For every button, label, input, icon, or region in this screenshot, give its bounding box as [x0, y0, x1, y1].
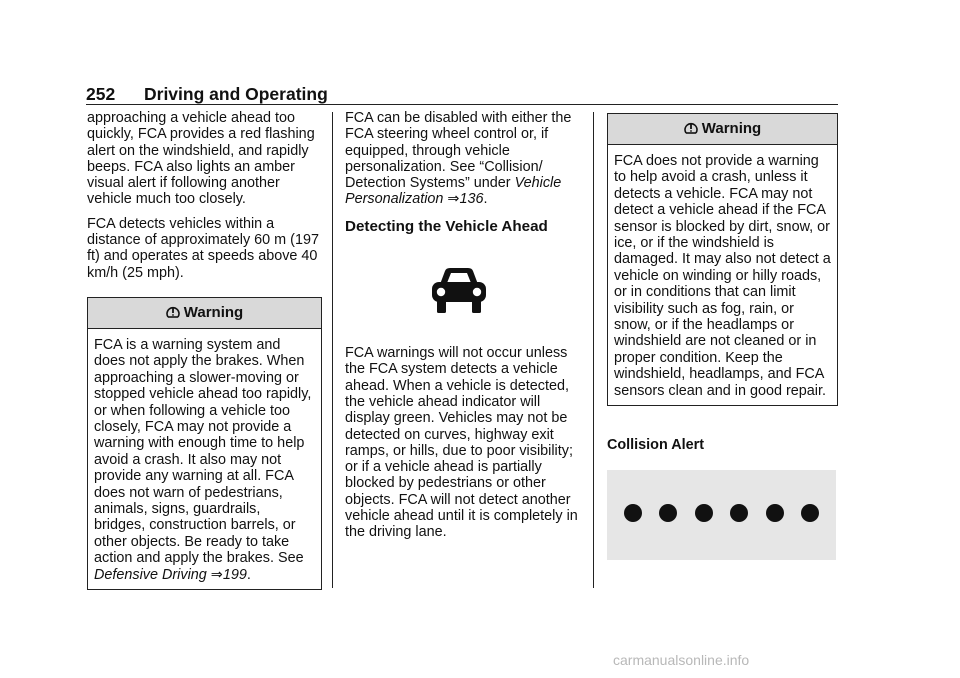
warning-body: [88, 329, 321, 589]
section-title: Driving and Operating: [144, 84, 328, 104]
paragraph: [345, 110, 585, 208]
alert-light-dot: [659, 504, 677, 522]
alert-light-dot: [695, 504, 713, 522]
vehicle-ahead-figure: [345, 235, 585, 345]
alert-light-dot: [624, 504, 642, 522]
warning-header: [608, 114, 837, 145]
warning-box: [87, 297, 322, 590]
paragraph-text: FCA can be disabled with either the FCA steering wheel control or, if equipped, through vehicle personalization. See “Collision/ Detection Systems” under: [345, 110, 572, 192]
paragraph: approaching a vehicle ahead too quickly, FCA provides a red flashing alert on the windshield, and rapidly beeps. FCA also lights an amber visual alert if following another vehicle much too closely.: [87, 110, 315, 208]
column-1: [87, 110, 322, 590]
warning-icon: [684, 116, 698, 146]
warning-body: FCA does not provide a warning to help avoid a crash, unless it detects a vehicle. FCA may not detect a vehicle ahead if the FCA sensor is blocked by dirt, snow, or ice, or if the windshield is damaged. It may also not detect a vehicle on winding or hilly roads, or in conditions that can limit visibility such as fog, rain, or snow, or if the headlamps or windshield are not cleaned or in proper condition. Keep the windshield, headlamps, and FCA sensors clean and in good repair.: [614, 153, 831, 399]
period: .: [246, 566, 251, 583]
cross-reference-link[interactable]: Vehicle Personalization: [345, 175, 562, 208]
column-divider: [332, 112, 333, 588]
page-header: [86, 84, 328, 105]
watermark: carmanualsonline.info: [613, 652, 750, 668]
alert-light-row: [607, 504, 836, 522]
warning-header: [88, 298, 321, 329]
section-heading: Collision Alert: [607, 437, 705, 454]
column-3: [607, 113, 838, 560]
page-reference[interactable]: 199: [222, 566, 247, 583]
ref-arrow: ⇒: [447, 191, 460, 208]
alert-light-dot: [766, 504, 784, 522]
paragraph: FCA detects vehicles within a distance of approximately 60 m (197 ft) and operates at speeds above 40 km/h (25 mph).: [87, 215, 319, 281]
page-reference[interactable]: 136: [459, 191, 484, 208]
warning-title: Warning: [701, 120, 762, 137]
period: .: [483, 191, 488, 208]
warning-icon: [166, 300, 180, 330]
vehicle-ahead-icon: [429, 265, 489, 315]
page-number: 252: [86, 84, 116, 104]
alert-light-dot: [801, 504, 819, 522]
warning-box: [607, 113, 838, 406]
header-rule: [86, 104, 838, 105]
paragraph: FCA warnings will not occur unless the FCA system detects a vehicle ahead. When a vehicle is detected, the vehicle ahead indicator will display green. Vehicles may not be detected on curves, highway exit ramps, or hills, due to poor visibility; or if a vehicle ahead is partially blocked by pedestrians or other objects. FCA will not detect another vehicle ahead until it is completely in the driving lane.: [345, 345, 578, 541]
column-divider: [593, 112, 594, 588]
warning-title: Warning: [183, 303, 244, 321]
cross-reference-link[interactable]: Defensive Driving: [94, 566, 207, 583]
section-heading: Detecting the Vehicle Ahead: [345, 217, 548, 235]
collision-alert-lights: [607, 470, 836, 560]
warning-text: FCA is a warning system and does not apply the brakes. When approaching a slower-moving or stopped vehicle ahead too rapidly, or when following a vehicle too closely, FCA may not provide a warning with enough time to help avoid a crash. It also may not provide any warning at all. FCA does not warn of pedestrians, animals, signs, guardrails, bridges, construction barrels, or other objects. Be ready to take action and apply the brakes. See: [94, 336, 312, 567]
column-2: [345, 110, 585, 549]
alert-light-dot: [730, 504, 748, 522]
ref-arrow: ⇒: [210, 566, 223, 583]
